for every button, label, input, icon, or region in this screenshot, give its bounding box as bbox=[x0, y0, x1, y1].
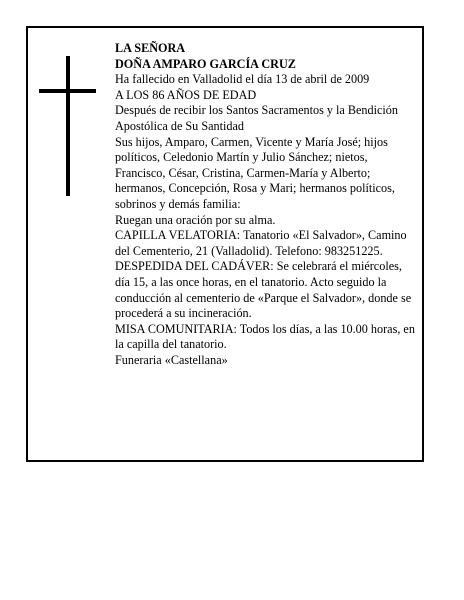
prayer-text: Ruegan una oración por su alma. bbox=[115, 212, 276, 227]
family-text: Sus hijos, Amparo, Carmen, Vicente y María José; hijos políticos, Celedonio Martín y Julio Sánchez; nietos, Francisco, César, Cristina, Carmen-María y Alberto; hermanos, Concepción, Rosa y Mari; hermanos políticos, sobrinos y demás familia: bbox=[115, 134, 395, 211]
death-line: Ha fallecido en Valladolid el día 13 de abril de 2009 bbox=[115, 72, 370, 87]
obituary-text bbox=[115, 41, 415, 368]
mass-text: MISA COMUNITARIA: Todos los días, a las 10.00 horas, en la capilla del tanatorio. bbox=[115, 321, 415, 352]
cross-icon-bar bbox=[39, 89, 96, 93]
title-line: LA SEÑORA bbox=[115, 41, 186, 55]
chapel-text: CAPILLA VELATORIA: Tanatorio «El Salvador», Camino del Cementerio, 21 (Valladolid). Telefono: 983251225. bbox=[115, 228, 407, 258]
deceased-name: DOÑA AMPARO GARCÍA CRUZ bbox=[115, 56, 296, 71]
age-line: A LOS 86 AÑOS DE EDAD bbox=[115, 87, 257, 102]
cross-icon bbox=[66, 56, 70, 196]
funeral-home: Funeraria «Castellana» bbox=[115, 352, 228, 367]
farewell-text: DESPEDIDA DEL CADÁVER: Se celebrará el miércoles, día 15, a las once horas, en el tanatorio. Acto seguido la conducción al cementerio de «Parque el Salvador», donde se procederá a su incineración. bbox=[115, 259, 412, 321]
sacraments-text: Después de recibir los Santos Sacramentos y la Bendición Apostólica de Su Santidad bbox=[115, 103, 398, 133]
